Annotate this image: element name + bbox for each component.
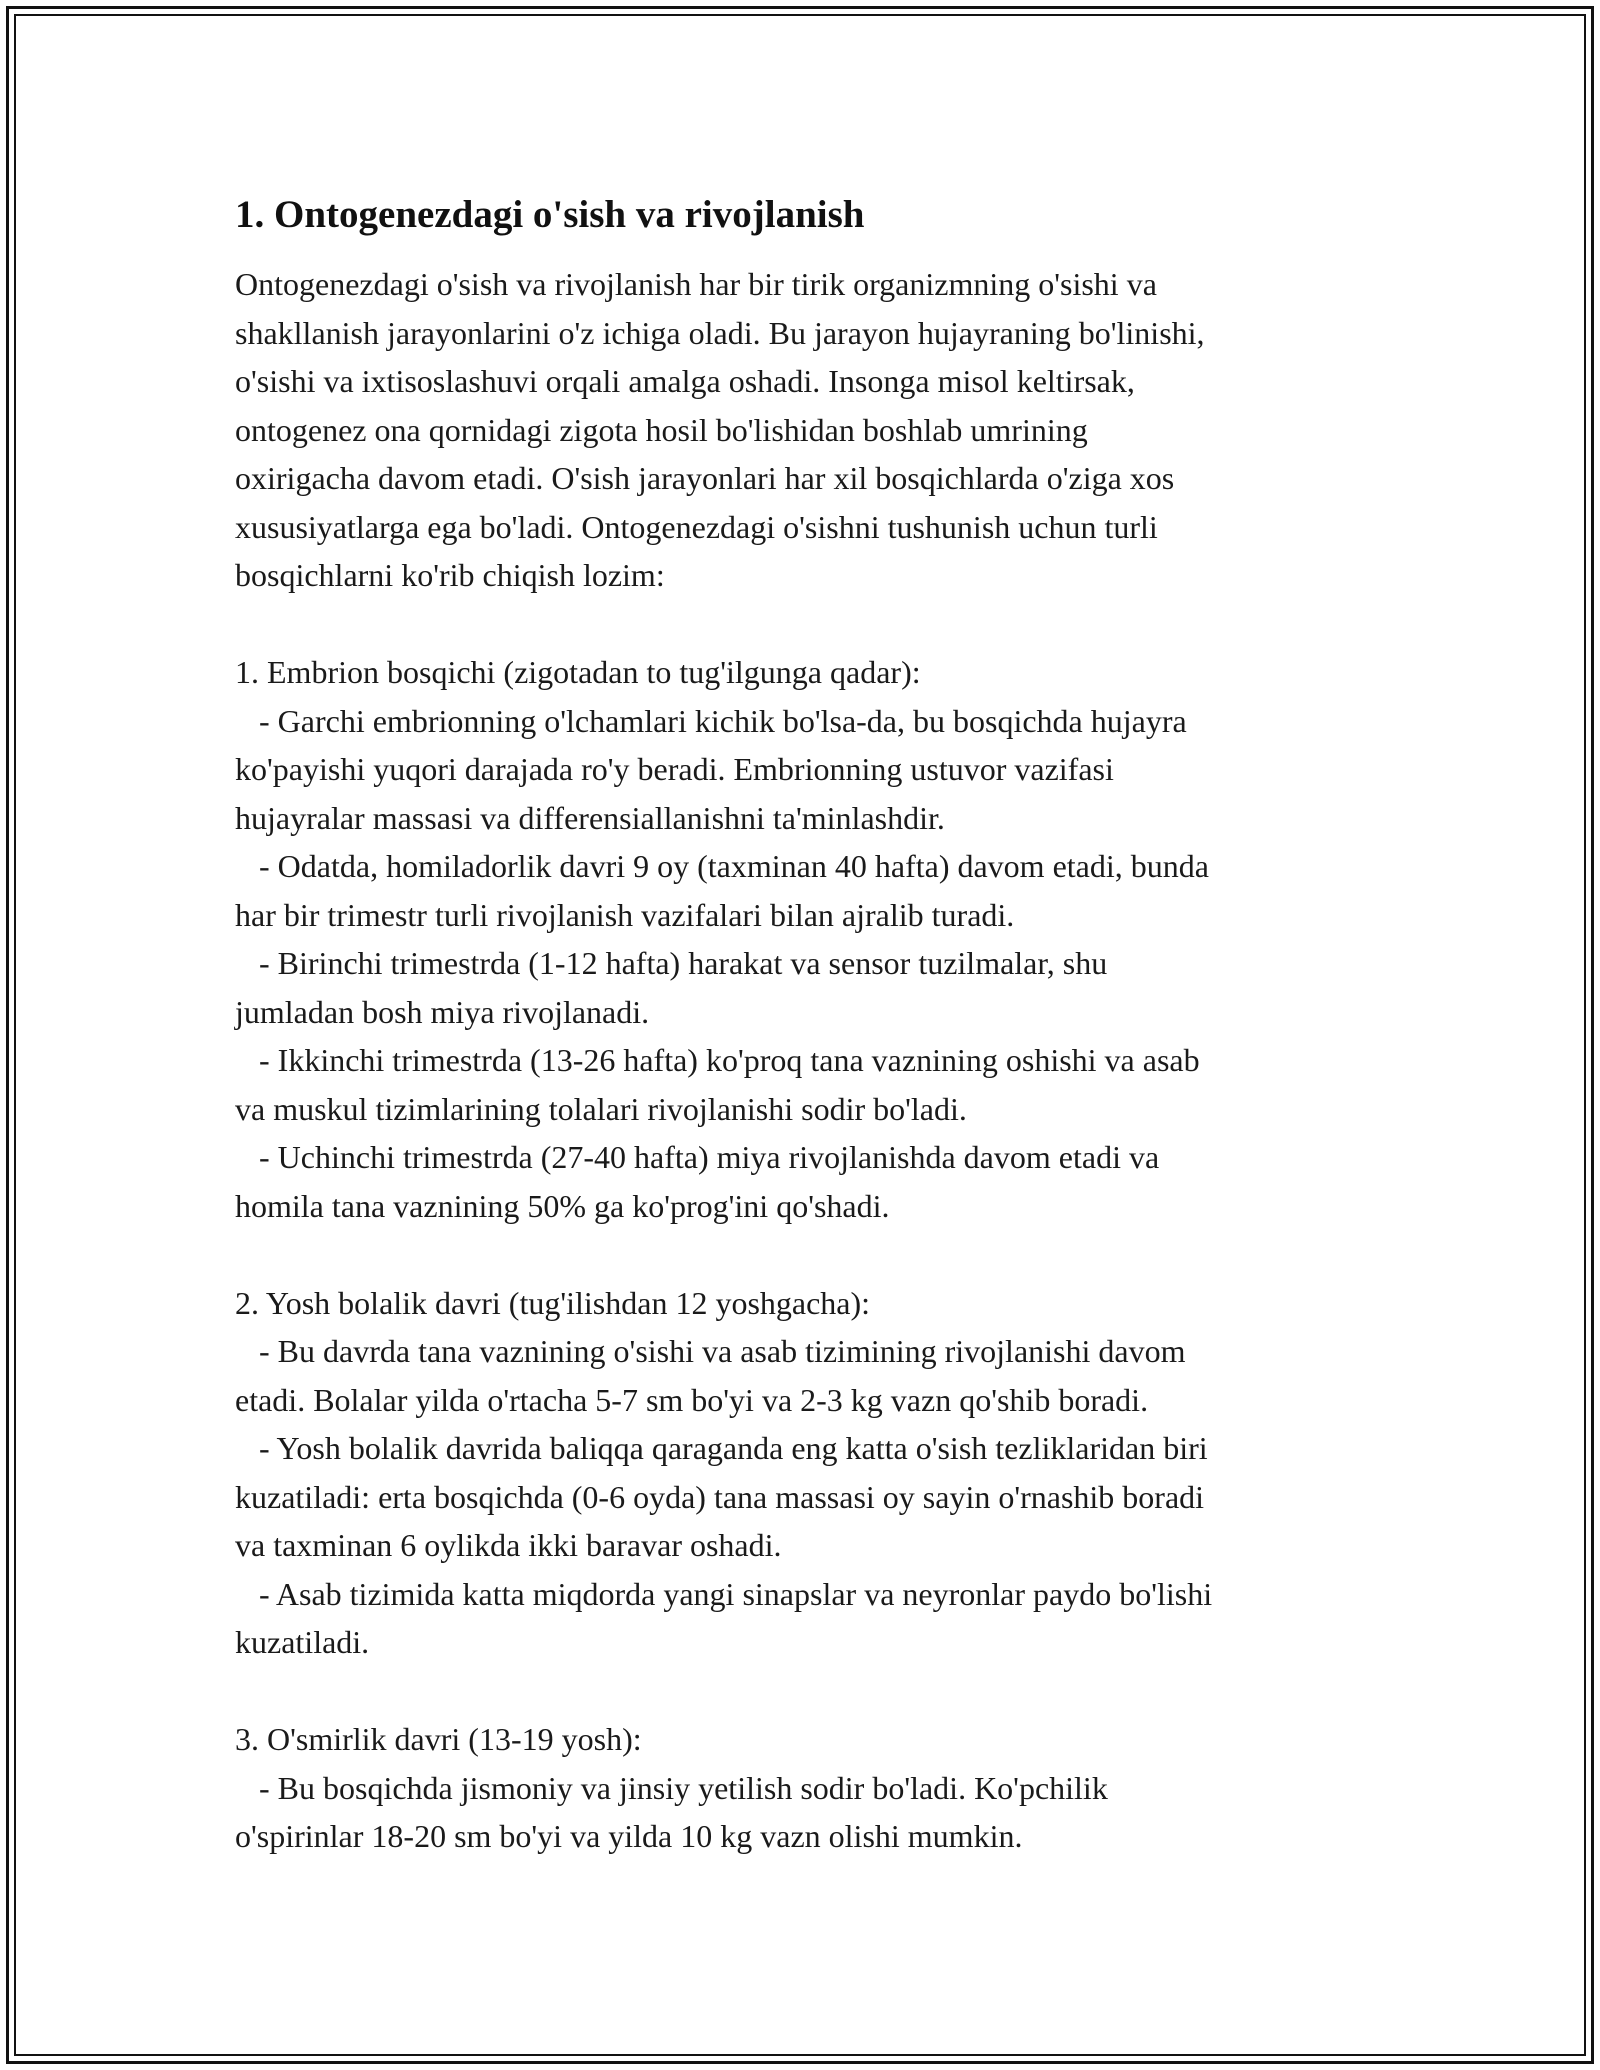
text-line: - Bu bosqichda jismoniy va jinsiy yetilish sodir bo'ladi. Ko'pchilik [235,1769,1108,1806]
text-line: o'sishi va ixtisoslashuvi orqali amalga oshadi. Insonga misol keltirsak, [235,363,1135,399]
document-heading: 1. Ontogenezdagi o'sish va rivojlanish [235,193,865,236]
text-line: - Birinchi trimestrda (1-12 hafta) harakat va sensor tuzilmalar, shu [235,945,1108,981]
section-heading: 2. Yosh bolalik davri (tug'ilishdan 12 yoshgacha): [235,1284,871,1321]
text-line: ontogenez ona qornidagi zigota hosil bo'lishidan boshlab umrining [235,411,1088,448]
text-line: va taxminan 6 oylikda ikki baravar oshadi. [235,1527,782,1563]
section-childhood [235,1279,1370,1667]
text-line: homila tana vaznining 50% ga ko'prog'ini qo'shadi. [235,1187,890,1224]
section-heading: 3. O'smirlik davri (13-19 yosh): [235,1721,642,1757]
text-line: - Ikkinchi trimestrda (13-26 hafta) ko'proq tana vaznining oshishi va asab [235,1042,1200,1078]
section-heading: 1. Embrion bosqichi (zigotadan to tug'ilgunga qadar): [235,654,921,690]
text-line: - Garchi embrionning o'lchamlari kichik bo'lsa-da, bu bosqichda hujayra [235,702,1187,739]
text-line: bosqichlarni ko'rib chiqish lozim: [235,557,665,593]
text-line: - Bu davrda tana vaznining o'sishi va asab tizimining rivojlanishi davom [235,1333,1186,1369]
text-line: - Uchinchi trimestrda (27-40 hafta) miya rivojlanishda davom etadi va [235,1139,1160,1175]
text-line: kuzatiladi: erta bosqichda (0-6 oyda) tana massasi oy sayin o'rnashib boradi [235,1478,1205,1515]
document-body [235,188,1370,1861]
text-line: har bir trimestr turli rivojlanish vazifalari bilan ajralib turadi. [235,896,1015,933]
text-line: xususiyatlarga ega bo'ladi. Ontogenezdagi o'sishni tushunish uchun turli [235,508,1158,545]
paragraph-spacer [235,1667,1370,1716]
text-line: - Yosh bolalik davrida baliqqa qaraganda eng katta o'sish tezliklaridan biri [235,1430,1208,1466]
text-line: kuzatiladi. [235,1624,370,1660]
text-line: o'spirinlar 18-20 sm bo'yi va yilda 10 kg vazn olishi mumkin. [235,1818,1023,1854]
text-line: ko'payishi yuqori darajada ro'y beradi. Embrionning ustuvor vazifasi [235,751,1114,787]
text-line: Ontogenezdagi o'sish va rivojlanish har bir tirik organizmning o'sishi va [235,266,1157,302]
text-line: oxirigacha davom etadi. O'sish jarayonlari har xil bosqichlarda o'ziga xos [235,460,1175,496]
paragraph-spacer [235,600,1370,649]
section-adolescence [235,1715,1370,1861]
text-line: shakllanish jarayonlarini o'z ichiga oladi. Bu jarayon hujayraning bo'linishi, [235,314,1205,351]
text-line: etadi. Bolalar yilda o'rtacha 5-7 sm bo'yi va 2-3 kg vazn qo'shib boradi. [235,1381,1149,1418]
intro-paragraph [235,260,1370,600]
text-line: jumladan bosh miya rivojlanadi. [235,993,650,1030]
section-embryo [235,648,1370,1230]
text-line: - Asab tizimida katta miqdorda yangi sinapslar va neyronlar paydo bo'lishi [235,1575,1213,1612]
text-line: va muskul tizimlarining tolalari rivojlanishi sodir bo'ladi. [235,1090,967,1127]
paragraph-spacer [235,1230,1370,1279]
text-line: hujayralar massasi va differensiallanishni ta'minlashdir. [235,799,945,836]
text-line: - Odatda, homiladorlik davri 9 oy (taxminan 40 hafta) davom etadi, bunda [235,848,1209,884]
